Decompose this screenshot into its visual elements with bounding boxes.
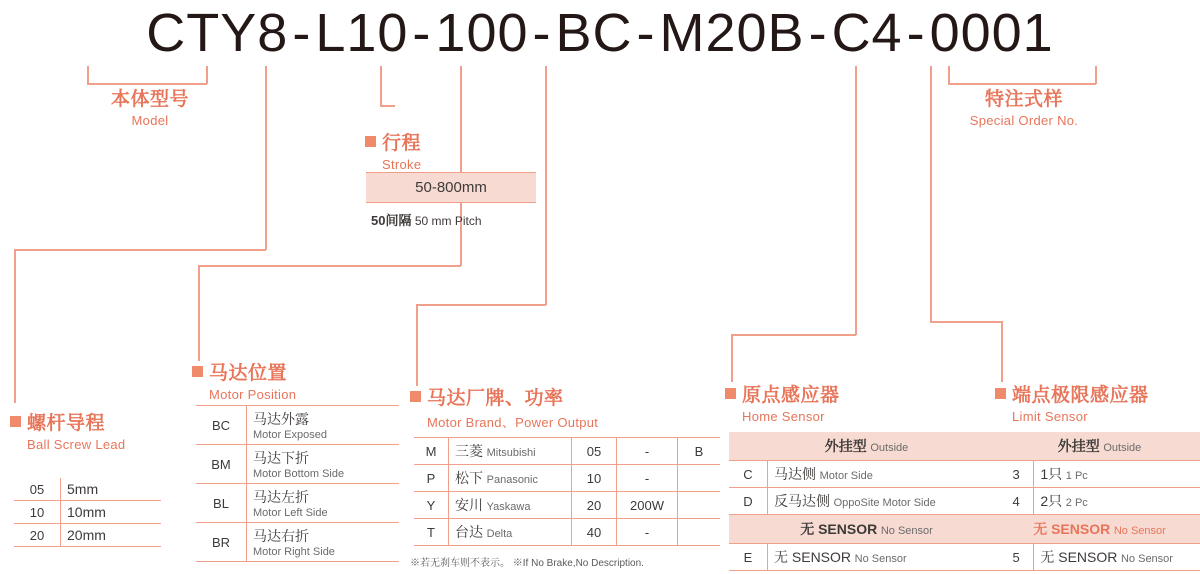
table-motor-brand-power xyxy=(414,437,720,546)
motor-position-cn: 马达外露 xyxy=(253,411,309,427)
callout-home-sensor-title-cn: 原点感应器 xyxy=(742,385,840,406)
leader-line-limit-sensor xyxy=(1001,321,1003,382)
callout-motor-brand-power xyxy=(410,383,598,431)
table-row xyxy=(999,461,1200,488)
callout-stroke-title-en: Stroke xyxy=(382,157,422,172)
callout-motor-brand-title-cn: 马达厂牌、功率 xyxy=(427,388,564,409)
callout-ball-screw-lead-title-en: Ball Screw Lead xyxy=(27,437,126,452)
callout-model-title-cn: 本体型号 xyxy=(110,89,189,110)
table-row xyxy=(414,465,720,492)
code-segment-motor-brand: M20B xyxy=(659,3,805,63)
home-sensor-cn: 无 SENSOR xyxy=(774,549,852,565)
limit-sensor-en: 2 Pc xyxy=(1065,497,1088,509)
code-segment-special-order: 0001 xyxy=(929,3,1054,63)
bullet-square-icon xyxy=(995,388,1006,399)
home-sensor-band-cn: 无 SENSOR xyxy=(800,521,878,537)
bullet-square-icon xyxy=(725,388,736,399)
table-header-row xyxy=(999,432,1200,461)
home-sensor-code: E xyxy=(729,544,768,571)
brand-en: Panasonic xyxy=(486,474,538,486)
leader-line-model xyxy=(206,66,208,84)
bullet-square-icon xyxy=(365,136,376,147)
leader-line-motor-brand xyxy=(416,304,418,386)
motor-brand-footnote xyxy=(410,554,644,569)
callout-ball-screw-lead-title-cn: 螺杆导程 xyxy=(27,413,106,434)
brand-cn: 安川 xyxy=(455,497,483,513)
power-watt: - xyxy=(617,465,678,492)
leader-line-motor-brand xyxy=(416,304,546,306)
brand-code: Y xyxy=(414,492,449,519)
table-row xyxy=(729,488,1004,515)
leader-line-home-sensor xyxy=(731,334,733,382)
limit-sensor-band-en: No Sensor xyxy=(1113,525,1166,537)
leader-line-model xyxy=(87,66,89,84)
motor-position-code: BL xyxy=(196,484,247,523)
table-limit-sensor xyxy=(999,432,1200,571)
leader-line-motor-brand xyxy=(545,66,547,305)
motor-position-code: BM xyxy=(196,445,247,484)
brand-code: P xyxy=(414,465,449,492)
brand-en: Mitsubishi xyxy=(486,447,536,459)
limit-sensor-type-cn: 外挂型 xyxy=(1057,438,1100,454)
home-sensor-code: C xyxy=(729,461,768,488)
code-segment-model: CTY8 xyxy=(146,3,289,63)
callout-special-order xyxy=(940,84,1108,128)
table-row xyxy=(14,501,161,524)
table-header-row xyxy=(729,515,1004,544)
motor-position-en: Motor Bottom Side xyxy=(253,468,345,480)
limit-sensor-type-en: Outside xyxy=(1103,442,1142,454)
power-watt: - xyxy=(617,519,678,546)
part-code xyxy=(0,2,1200,64)
motor-position-en: Motor Left Side xyxy=(253,507,328,519)
power-code: 40 xyxy=(572,519,617,546)
leader-line-stroke xyxy=(380,105,395,107)
lead-value: 20mm xyxy=(67,527,106,543)
power-code: 05 xyxy=(572,438,617,465)
motor-position-en: Motor Right Side xyxy=(253,546,335,558)
brand-cn: 台达 xyxy=(455,524,483,540)
callout-special-order-title-cn: 特注式样 xyxy=(984,89,1063,110)
motor-position-cn: 马达右折 xyxy=(253,528,309,544)
leader-line-ball-screw-lead xyxy=(265,66,267,250)
limit-sensor-code: 5 xyxy=(999,544,1034,571)
motor-position-code: BC xyxy=(196,406,247,445)
limit-sensor-code: 3 xyxy=(999,461,1034,488)
callout-motor-position-title-cn: 马达位置 xyxy=(209,363,288,384)
brand-en: Yaskawa xyxy=(486,501,531,513)
brand-en: Delta xyxy=(486,528,513,540)
lead-value: 5mm xyxy=(67,481,99,497)
table-header-row xyxy=(729,432,1004,461)
lead-code: 10 xyxy=(14,501,61,524)
callout-motor-position xyxy=(192,358,296,402)
code-segment-stroke: 100 xyxy=(435,3,529,63)
bullet-square-icon xyxy=(10,416,21,427)
home-sensor-cn: 反马达侧 xyxy=(774,493,830,509)
table-ball-screw-lead xyxy=(14,478,161,547)
limit-sensor-band-cn: 无 SENSOR xyxy=(1033,521,1111,537)
leader-line-special-order xyxy=(948,66,950,84)
table-row xyxy=(196,445,399,484)
table-row xyxy=(414,492,720,519)
table-row xyxy=(196,406,399,445)
power-watt: 200W xyxy=(617,492,678,519)
stroke-pitch-en: 50 mm Pitch xyxy=(414,214,482,228)
code-dash: - xyxy=(636,3,656,63)
home-sensor-en: No Sensor xyxy=(854,553,907,565)
table-row xyxy=(999,544,1200,571)
leader-line-home-sensor xyxy=(855,66,857,335)
callout-limit-sensor xyxy=(995,380,1149,424)
leader-line-limit-sensor xyxy=(930,321,1002,323)
callout-limit-sensor-title-en: Limit Sensor xyxy=(1012,409,1088,424)
brand-cn: 三菱 xyxy=(455,443,483,459)
home-sensor-en: Motor Side xyxy=(819,470,873,482)
callout-motor-position-title-en: Motor Position xyxy=(209,387,297,402)
brand-code: M xyxy=(414,438,449,465)
stroke-pitch-cn: 50间隔 xyxy=(371,213,412,228)
leader-line-home-sensor xyxy=(731,334,856,336)
code-segment-motor-position: BC xyxy=(555,3,633,63)
home-sensor-cn: 马达侧 xyxy=(774,466,816,482)
leader-line-stroke xyxy=(380,66,382,106)
motor-brand-footnote-en: ※If No Brake,No Description. xyxy=(512,558,644,569)
motor-position-cn: 马达左折 xyxy=(253,489,309,505)
stroke-pitch-note xyxy=(371,210,482,229)
limit-sensor-code: 4 xyxy=(999,488,1034,515)
home-sensor-band-en: No Sensor xyxy=(880,525,933,537)
limit-sensor-en: 1 Pc xyxy=(1065,470,1088,482)
callout-stroke-title-cn: 行程 xyxy=(382,133,422,154)
lead-code: 20 xyxy=(14,524,61,547)
callout-model xyxy=(70,84,230,128)
power-code: 10 xyxy=(572,465,617,492)
callout-special-order-title-en: Special Order No. xyxy=(969,113,1079,128)
bullet-square-icon xyxy=(192,366,203,377)
callout-home-sensor-title-en: Home Sensor xyxy=(742,409,825,424)
leader-line-limit-sensor xyxy=(930,66,932,322)
home-sensor-en: OppoSite Motor Side xyxy=(833,497,936,509)
code-dash: - xyxy=(808,3,828,63)
callout-stroke xyxy=(365,128,421,172)
table-row xyxy=(729,461,1004,488)
leader-line-ball-screw-lead xyxy=(14,249,16,403)
table-home-sensor xyxy=(729,432,1004,571)
table-row xyxy=(196,484,399,523)
brand-code: T xyxy=(414,519,449,546)
motor-brand-footnote-cn: ※若无刹车则不表示。 xyxy=(410,558,510,569)
table-row xyxy=(729,544,1004,571)
table-motor-position xyxy=(196,405,399,562)
bullet-square-icon xyxy=(410,391,421,402)
callout-home-sensor xyxy=(725,380,840,424)
callout-ball-screw-lead xyxy=(10,408,125,452)
limit-sensor-cn: 2只 xyxy=(1040,493,1063,509)
table-row xyxy=(14,524,161,547)
limit-sensor-cn: 1只 xyxy=(1040,466,1063,482)
code-dash: - xyxy=(412,3,432,63)
code-segment-lead: L10 xyxy=(315,3,409,63)
leader-line-special-order xyxy=(1095,66,1097,84)
table-header-row xyxy=(999,515,1200,544)
lead-code: 05 xyxy=(14,478,61,501)
home-sensor-type-en: Outside xyxy=(870,442,909,454)
code-dash: - xyxy=(906,3,926,63)
code-dash: - xyxy=(532,3,552,63)
stroke-range-box: 50-800mm xyxy=(366,172,536,203)
power-watt: - xyxy=(617,438,678,465)
code-segment-home-sensor: C4 xyxy=(831,3,903,63)
lead-value: 10mm xyxy=(67,504,106,520)
table-row xyxy=(414,519,720,546)
callout-model-title-en: Model xyxy=(131,113,169,128)
table-row xyxy=(14,478,161,501)
motor-position-cn: 马达下折 xyxy=(253,450,309,466)
brake-code: B xyxy=(694,443,704,459)
table-row xyxy=(414,438,720,465)
table-row xyxy=(196,523,399,562)
leader-line-motor-position xyxy=(198,265,461,267)
home-sensor-type-cn: 外挂型 xyxy=(824,438,867,454)
leader-line-motor-position xyxy=(198,265,200,361)
table-row xyxy=(999,488,1200,515)
code-dash: - xyxy=(292,3,312,63)
leader-line-motor-position xyxy=(460,66,462,266)
limit-sensor-cn: 无 SENSOR xyxy=(1040,549,1118,565)
brand-cn: 松下 xyxy=(455,470,483,486)
leader-line-ball-screw-lead xyxy=(14,249,266,251)
callout-motor-brand-title-en: Motor Brand、Power Output xyxy=(427,415,599,430)
motor-position-en: Motor Exposed xyxy=(253,429,327,441)
home-sensor-code: D xyxy=(729,488,768,515)
power-code: 20 xyxy=(572,492,617,519)
callout-limit-sensor-title-cn: 端点极限感应器 xyxy=(1012,385,1149,406)
motor-position-code: BR xyxy=(196,523,247,562)
limit-sensor-en: No Sensor xyxy=(1120,553,1173,565)
